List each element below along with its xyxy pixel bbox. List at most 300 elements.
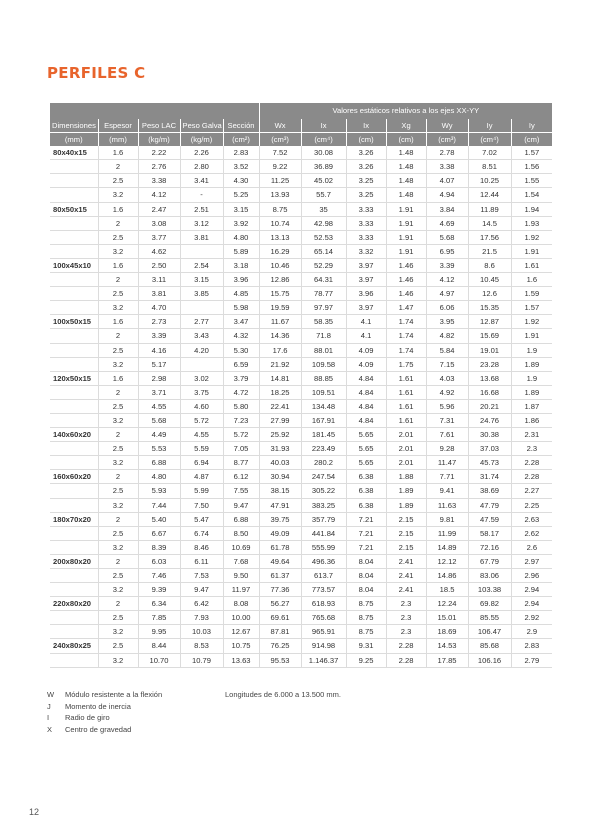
- table-row: [50, 569, 552, 583]
- value-cell: 3.2: [98, 498, 138, 512]
- value-cell: 2.3: [511, 442, 552, 456]
- value-cell: 42.98: [301, 216, 346, 230]
- value-cell: 55.7: [301, 188, 346, 202]
- value-cell: 3.96: [346, 287, 386, 301]
- value-cell: 1.55: [511, 174, 552, 188]
- value-cell: 1.92: [511, 315, 552, 329]
- value-cell: 280.2: [301, 456, 346, 470]
- value-cell: 441.84: [301, 526, 346, 540]
- table-row: [50, 611, 552, 625]
- value-cell: 12.86: [259, 273, 301, 287]
- unit-header: (cm³): [259, 133, 301, 147]
- dimension-cell: [50, 526, 98, 540]
- value-cell: 1.146.37: [301, 653, 346, 667]
- value-cell: 1.54: [511, 188, 552, 202]
- value-cell: 31.93: [259, 442, 301, 456]
- value-cell: 3.26: [346, 160, 386, 174]
- table-row: [50, 399, 552, 413]
- value-cell: 7.93: [180, 611, 223, 625]
- value-cell: 8.51: [468, 160, 511, 174]
- table-row: [50, 413, 552, 427]
- value-cell: 3.95: [426, 315, 468, 329]
- value-cell: 10.25: [468, 174, 511, 188]
- value-cell: 9.81: [426, 512, 468, 526]
- value-cell: 3.2: [98, 456, 138, 470]
- column-header: Ix: [301, 119, 346, 133]
- value-cell: 167.91: [301, 413, 346, 427]
- value-cell: 4.32: [223, 329, 259, 343]
- value-cell: 106.47: [468, 625, 511, 639]
- value-cell: 4.16: [138, 343, 180, 357]
- dimension-cell: 220x80x20: [50, 597, 98, 611]
- dimension-cell: [50, 385, 98, 399]
- value-cell: 1.89: [386, 484, 426, 498]
- value-cell: 4.84: [346, 399, 386, 413]
- dimension-cell: 100x45x10: [50, 258, 98, 272]
- value-cell: 3.12: [180, 216, 223, 230]
- table-row: [50, 146, 552, 160]
- legend-symbol: J: [47, 701, 51, 711]
- value-cell: 1.61: [386, 371, 426, 385]
- unit-header-row: [50, 133, 552, 147]
- value-cell: 2.51: [180, 202, 223, 216]
- value-cell: 2.01: [386, 442, 426, 456]
- group-header-row: [50, 103, 552, 119]
- value-cell: 2.5: [98, 442, 138, 456]
- value-cell: 13.68: [468, 371, 511, 385]
- value-cell: 4.62: [138, 244, 180, 258]
- value-cell: 4.80: [223, 230, 259, 244]
- value-cell: 10.75: [223, 639, 259, 653]
- value-cell: 17.6: [259, 343, 301, 357]
- dimension-cell: [50, 273, 98, 287]
- table-row: [50, 456, 552, 470]
- value-cell: 4.60: [180, 399, 223, 413]
- value-cell: 1.46: [386, 258, 426, 272]
- dimension-cell: [50, 653, 98, 667]
- value-cell: 3.02: [180, 371, 223, 385]
- value-cell: 5.99: [180, 484, 223, 498]
- value-cell: 2.50: [138, 258, 180, 272]
- value-cell: 2.5: [98, 230, 138, 244]
- dimension-cell: [50, 540, 98, 554]
- value-cell: 6.95: [426, 244, 468, 258]
- value-cell: 4.49: [138, 428, 180, 442]
- value-cell: 765.68: [301, 611, 346, 625]
- dimension-cell: [50, 230, 98, 244]
- value-cell: 7.52: [259, 146, 301, 160]
- value-cell: 12.87: [468, 315, 511, 329]
- value-cell: 1.61: [386, 399, 426, 413]
- value-cell: 7.85: [138, 611, 180, 625]
- value-cell: 36.89: [301, 160, 346, 174]
- value-cell: 10.03: [180, 625, 223, 639]
- value-cell: 773.57: [301, 583, 346, 597]
- value-cell: 2.47: [138, 202, 180, 216]
- value-cell: 357.79: [301, 512, 346, 526]
- value-cell: 4.12: [426, 273, 468, 287]
- table-row: [50, 258, 552, 272]
- value-cell: 2.77: [180, 315, 223, 329]
- value-cell: 3.15: [180, 273, 223, 287]
- value-cell: 4.12: [138, 188, 180, 202]
- value-cell: 1.56: [511, 160, 552, 174]
- column-header: Sección: [223, 119, 259, 133]
- value-cell: 1.91: [511, 244, 552, 258]
- value-cell: 6.88: [138, 456, 180, 470]
- value-cell: 9.95: [138, 625, 180, 639]
- value-cell: 58.17: [468, 526, 511, 540]
- dimension-cell: [50, 357, 98, 371]
- value-cell: 27.99: [259, 413, 301, 427]
- value-cell: 20.21: [468, 399, 511, 413]
- value-cell: 1.92: [511, 230, 552, 244]
- value-cell: 6.88: [223, 512, 259, 526]
- value-cell: 1.89: [511, 357, 552, 371]
- value-cell: 13.93: [259, 188, 301, 202]
- value-cell: 2.15: [386, 512, 426, 526]
- value-cell: 25.92: [259, 428, 301, 442]
- table-row: [50, 625, 552, 639]
- value-cell: 3.33: [346, 202, 386, 216]
- value-cell: 61.37: [259, 569, 301, 583]
- value-cell: 39.75: [259, 512, 301, 526]
- value-cell: 3.71: [138, 385, 180, 399]
- dimension-cell: 80x50x15: [50, 202, 98, 216]
- value-cell: 4.1: [346, 329, 386, 343]
- table-row: [50, 540, 552, 554]
- value-cell: 4.82: [426, 329, 468, 343]
- value-cell: 1.93: [511, 216, 552, 230]
- dimension-cell: [50, 188, 98, 202]
- value-cell: 3.77: [138, 230, 180, 244]
- value-cell: 6.03: [138, 554, 180, 568]
- value-cell: 1.46: [386, 273, 426, 287]
- value-cell: 2.78: [426, 146, 468, 160]
- value-cell: 37.03: [468, 442, 511, 456]
- value-cell: 7.02: [468, 146, 511, 160]
- value-cell: 11.63: [426, 498, 468, 512]
- value-cell: 2.94: [511, 597, 552, 611]
- value-cell: 5.30: [223, 343, 259, 357]
- value-cell: 4.69: [426, 216, 468, 230]
- value-cell: 8.08: [223, 597, 259, 611]
- value-cell: 7.68: [223, 554, 259, 568]
- value-cell: 3.2: [98, 188, 138, 202]
- value-cell: 87.81: [259, 625, 301, 639]
- value-cell: 3.11: [138, 273, 180, 287]
- value-cell: 7.50: [180, 498, 223, 512]
- dimension-cell: [50, 301, 98, 315]
- value-cell: 3.81: [138, 287, 180, 301]
- value-cell: 8.04: [346, 583, 386, 597]
- value-cell: 2.31: [511, 428, 552, 442]
- value-cell: 3.08: [138, 216, 180, 230]
- value-cell: 3.25: [346, 174, 386, 188]
- value-cell: 4.20: [180, 343, 223, 357]
- dimension-cell: 100x50x15: [50, 315, 98, 329]
- value-cell: 3.97: [346, 301, 386, 315]
- value-cell: 1.48: [386, 160, 426, 174]
- value-cell: 2.28: [511, 456, 552, 470]
- value-cell: 2.5: [98, 526, 138, 540]
- table-row: [50, 653, 552, 667]
- value-cell: 47.91: [259, 498, 301, 512]
- legend-item: [47, 689, 162, 701]
- value-cell: 12.24: [426, 597, 468, 611]
- value-cell: 5.89: [223, 244, 259, 258]
- value-cell: 17.56: [468, 230, 511, 244]
- value-cell: 14.53: [426, 639, 468, 653]
- value-cell: 6.42: [180, 597, 223, 611]
- value-cell: 8.75: [259, 202, 301, 216]
- value-cell: 4.55: [180, 428, 223, 442]
- value-cell: 6.59: [223, 357, 259, 371]
- dimension-cell: 140x60x20: [50, 428, 98, 442]
- table-row: [50, 202, 552, 216]
- value-cell: 1.86: [511, 413, 552, 427]
- value-cell: 134.48: [301, 399, 346, 413]
- value-cell: 3.79: [223, 371, 259, 385]
- unit-header: (cm): [511, 133, 552, 147]
- value-cell: 2.3: [386, 625, 426, 639]
- value-cell: 383.25: [301, 498, 346, 512]
- value-cell: 2.73: [138, 315, 180, 329]
- value-cell: 11.47: [426, 456, 468, 470]
- value-cell: 22.41: [259, 399, 301, 413]
- value-cell: 2.5: [98, 343, 138, 357]
- value-cell: 7.71: [426, 470, 468, 484]
- value-cell: 3.38: [138, 174, 180, 188]
- value-cell: 18.69: [426, 625, 468, 639]
- value-cell: 14.89: [426, 540, 468, 554]
- table-row: [50, 188, 552, 202]
- value-cell: 4.09: [346, 343, 386, 357]
- table-row: [50, 329, 552, 343]
- value-cell: 78.77: [301, 287, 346, 301]
- value-cell: 3.43: [180, 329, 223, 343]
- value-cell: 1.94: [511, 202, 552, 216]
- value-cell: 5.68: [426, 230, 468, 244]
- value-cell: 8.46: [180, 540, 223, 554]
- value-cell: 1.57: [511, 301, 552, 315]
- dimension-cell: 80x40x15: [50, 146, 98, 160]
- value-cell: 38.69: [468, 484, 511, 498]
- value-cell: 3.26: [346, 146, 386, 160]
- value-cell: 8.04: [346, 554, 386, 568]
- value-cell: 9.25: [346, 653, 386, 667]
- table-row: [50, 526, 552, 540]
- value-cell: 2.79: [511, 653, 552, 667]
- dimension-cell: 200x80x20: [50, 554, 98, 568]
- value-cell: 3.33: [346, 230, 386, 244]
- value-cell: 5.17: [138, 357, 180, 371]
- value-cell: 181.45: [301, 428, 346, 442]
- value-cell: 1.87: [511, 399, 552, 413]
- value-cell: 12.6: [468, 287, 511, 301]
- value-cell: 3.2: [98, 583, 138, 597]
- value-cell: 10.79: [180, 653, 223, 667]
- value-cell: 47.79: [468, 498, 511, 512]
- value-cell: 2.97: [511, 554, 552, 568]
- value-cell: 914.98: [301, 639, 346, 653]
- value-cell: 2.26: [180, 146, 223, 160]
- value-cell: 4.84: [346, 413, 386, 427]
- value-cell: 4.84: [346, 371, 386, 385]
- value-cell: 56.27: [259, 597, 301, 611]
- dimension-cell: [50, 625, 98, 639]
- value-cell: 6.94: [180, 456, 223, 470]
- profiles-table: [50, 103, 552, 668]
- value-cell: 61.78: [259, 540, 301, 554]
- dimension-cell: [50, 216, 98, 230]
- value-cell: 109.51: [301, 385, 346, 399]
- column-header: Iy: [468, 119, 511, 133]
- value-cell: 2.5: [98, 399, 138, 413]
- value-cell: 8.75: [346, 611, 386, 625]
- value-cell: 35: [301, 202, 346, 216]
- column-header: Espesor: [98, 119, 138, 133]
- value-cell: 6.11: [180, 554, 223, 568]
- value-cell: 2: [98, 216, 138, 230]
- value-cell: 1.91: [386, 244, 426, 258]
- value-cell: 10.45: [468, 273, 511, 287]
- column-header: Ix: [346, 119, 386, 133]
- table-row: [50, 315, 552, 329]
- value-cell: 613.7: [301, 569, 346, 583]
- value-cell: 15.75: [259, 287, 301, 301]
- table-row: [50, 470, 552, 484]
- value-cell: 1.6: [98, 146, 138, 160]
- value-cell: 4.84: [346, 385, 386, 399]
- value-cell: 4.94: [426, 188, 468, 202]
- value-cell: 1.61: [511, 258, 552, 272]
- value-cell: 1.74: [386, 315, 426, 329]
- value-cell: 1.6: [511, 273, 552, 287]
- value-cell: 14.81: [259, 371, 301, 385]
- value-cell: 2.15: [386, 540, 426, 554]
- value-cell: 2.96: [511, 569, 552, 583]
- value-cell: 2.01: [386, 428, 426, 442]
- value-cell: 13.13: [259, 230, 301, 244]
- value-cell: 1.91: [386, 216, 426, 230]
- value-cell: 2.63: [511, 512, 552, 526]
- dimension-cell: 120x50x15: [50, 371, 98, 385]
- value-cell: 2: [98, 329, 138, 343]
- value-cell: 15.69: [468, 329, 511, 343]
- value-cell: 1.74: [386, 329, 426, 343]
- value-cell: 17.85: [426, 653, 468, 667]
- value-cell: 4.1: [346, 315, 386, 329]
- value-cell: 5.40: [138, 512, 180, 526]
- value-cell: 2: [98, 512, 138, 526]
- value-cell: 97.97: [301, 301, 346, 315]
- value-cell: 30.08: [301, 146, 346, 160]
- dimension-cell: [50, 484, 98, 498]
- value-cell: 5.84: [426, 343, 468, 357]
- value-cell: 4.97: [426, 287, 468, 301]
- dimension-cell: [50, 442, 98, 456]
- value-cell: 3.32: [346, 244, 386, 258]
- value-cell: 7.31: [426, 413, 468, 427]
- value-cell: 8.04: [346, 569, 386, 583]
- table-row: [50, 301, 552, 315]
- table-row: [50, 597, 552, 611]
- value-cell: 305.22: [301, 484, 346, 498]
- value-cell: 38.15: [259, 484, 301, 498]
- value-cell: 45.73: [468, 456, 511, 470]
- table-row: [50, 385, 552, 399]
- value-cell: 40.03: [259, 456, 301, 470]
- value-cell: 1.6: [98, 371, 138, 385]
- value-cell: 9.50: [223, 569, 259, 583]
- value-cell: 3.25: [346, 188, 386, 202]
- value-cell: [180, 357, 223, 371]
- value-cell: 16.68: [468, 385, 511, 399]
- value-cell: 4.80: [138, 470, 180, 484]
- value-cell: 3.92: [223, 216, 259, 230]
- legend: [47, 689, 162, 735]
- value-cell: 7.46: [138, 569, 180, 583]
- value-cell: 15.35: [468, 301, 511, 315]
- legend-symbol: W: [47, 690, 55, 699]
- value-cell: 6.34: [138, 597, 180, 611]
- unit-header: (cm²): [223, 133, 259, 147]
- value-cell: 8.6: [468, 258, 511, 272]
- header-blank: [50, 103, 259, 119]
- value-cell: 1.91: [386, 230, 426, 244]
- value-cell: 5.72: [223, 428, 259, 442]
- value-cell: 618.93: [301, 597, 346, 611]
- unit-header: (mm): [98, 133, 138, 147]
- value-cell: 1.47: [386, 301, 426, 315]
- value-cell: 6.06: [426, 301, 468, 315]
- value-cell: 5.68: [138, 413, 180, 427]
- value-cell: 1.6: [98, 315, 138, 329]
- value-cell: 3.52: [223, 160, 259, 174]
- value-cell: 9.41: [426, 484, 468, 498]
- value-cell: 52.29: [301, 258, 346, 272]
- value-cell: 8.50: [223, 526, 259, 540]
- column-header: Dimensiones: [50, 119, 98, 133]
- column-header: Peso Galva: [180, 119, 223, 133]
- value-cell: 2.6: [511, 540, 552, 554]
- page-title: PERFILES C: [47, 64, 146, 82]
- legend-item: [47, 712, 162, 724]
- unit-header: (cm³): [426, 133, 468, 147]
- value-cell: 7.23: [223, 413, 259, 427]
- value-cell: 7.61: [426, 428, 468, 442]
- value-cell: 8.75: [346, 597, 386, 611]
- table-row: [50, 442, 552, 456]
- dimension-cell: [50, 456, 98, 470]
- value-cell: 9.22: [259, 160, 301, 174]
- value-cell: 11.99: [426, 526, 468, 540]
- table-row: [50, 174, 552, 188]
- value-cell: 3.33: [346, 216, 386, 230]
- value-cell: 1.57: [511, 146, 552, 160]
- value-cell: 2.5: [98, 611, 138, 625]
- value-cell: 21.5: [468, 244, 511, 258]
- value-cell: 10.46: [259, 258, 301, 272]
- value-cell: 2.3: [386, 597, 426, 611]
- value-cell: 14.36: [259, 329, 301, 343]
- value-cell: 14.86: [426, 569, 468, 583]
- value-cell: 2.92: [511, 611, 552, 625]
- table-row: [50, 428, 552, 442]
- value-cell: 7.21: [346, 526, 386, 540]
- value-cell: 9.47: [180, 583, 223, 597]
